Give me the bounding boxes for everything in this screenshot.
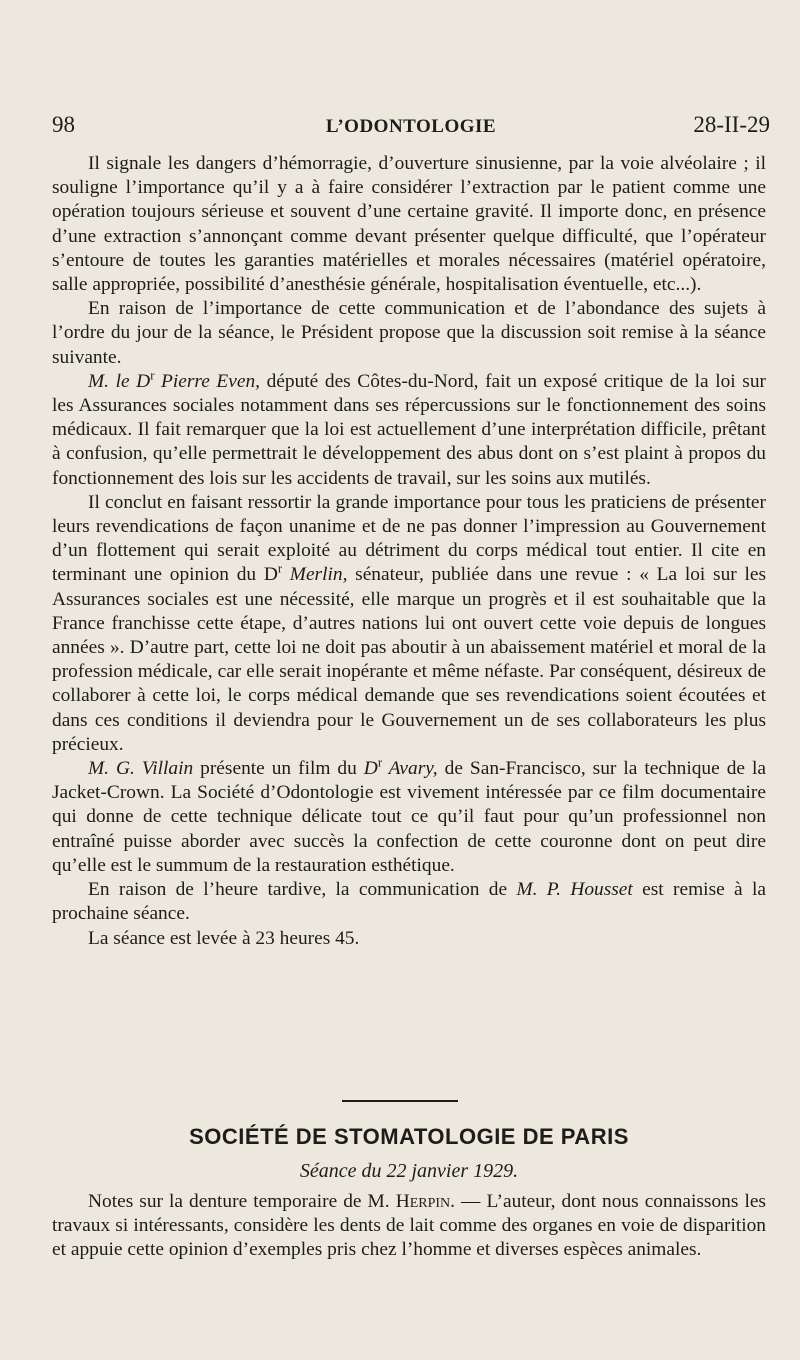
issue-date: 28-II-29 xyxy=(693,112,770,137)
section-title: SOCIÉTÉ DE STOMATOLOGIE DE PARIS xyxy=(189,1124,629,1149)
doctor-abbrev-sup: r xyxy=(377,755,383,770)
doctor-abbrev: D xyxy=(363,758,378,780)
paragraph-5 xyxy=(52,757,766,878)
paragraph-6-text-b: est remise à la prochaine séance. xyxy=(52,879,766,925)
paragraph-5-text-b: de San-Francisco, sur la technique de la Jacket-Crown. La Société d’Odontologie est vivement intéressée par ce film documentaire qui donne de cette technique délicate tout ce qu’il faut pour qu’un professionnel non entraîné puisse aborder avec succès la confection de cette couronne dont on peut dire qu’elle est le summum de la restauration esthétique. xyxy=(52,758,766,876)
page-number: 98 xyxy=(52,112,75,137)
paragraph-1: Il signale les dangers d’hémorragie, d’ouverture sinusienne, par la voie alvéolaire ; il souligne l’importance qu’il y a à faire considérer l’extraction par le patient comme une opération toujours sérieuse et souvent d’une certaine gravité. Il importe donc, en présence d’une extraction s’annonçant comme devant présenter quelque difficulté, que l’opérateur s’entoure de toutes les garanties matérielles et morales nécessaires (matériel opératoire, salle appropriée, possibilité d’anesthésie générale, hospitalisation éventuelle, etc...). xyxy=(52,153,766,296)
session-date: Séance du 22 janvier 1929. xyxy=(299,1160,519,1182)
cited-name: Avary, xyxy=(382,758,438,780)
section-paragraph-text-a: Notes sur la denture temporaire de M. xyxy=(88,1191,396,1212)
section-paragraph-text-b: . — L’auteur, dont nous connaissons les travaux si intéressants, considère les dents de lait comme des organes en voie de disparition et appuie cette opinion d’exemples pris chez l’homme et diverses espèces animales. xyxy=(52,1191,766,1261)
paragraph-7: La séance est levée à 23 heures 45. xyxy=(88,927,360,949)
paragraph-6-text-a: En raison de l’heure tardive, la communication de xyxy=(88,879,517,901)
doctor-abbrev-sup: r xyxy=(150,368,155,383)
paragraph-5-text-a: présente un film du xyxy=(193,758,364,780)
section-body xyxy=(52,1190,766,1263)
section-divider xyxy=(342,1100,458,1102)
paragraph-3-text: député des Côtes-du-Nord, fait un exposé critique de la loi sur les Assurances sociales notamment dans ses répercussions sur le fonctionnement des soins médicaux. Il fait remarquer que la loi est actuellement d’une interprétation difficile, prêtant à confusion, qu’elle permettrait le développement des abus dont on s’est plaint à propos du fonctionnement des lois sur les accidents de travail, sur les soins aux mutilés. xyxy=(52,370,766,489)
paragraph-2: En raison de l’importance de cette communication et de l’abondance des sujets à l’ordre du jour de la séance, le Président propose que la discussion soit remise à la séance suivante. xyxy=(52,298,766,368)
paragraph-3 xyxy=(52,370,766,491)
doctor-abbrev-sup: r xyxy=(277,561,283,576)
cited-name: Merlin, xyxy=(282,564,348,586)
paragraph-4-text-a: Il conclut en faisant ressortir la grande importance pour tous les praticiens de présenter leurs revendications de façon unanime et de ne pas donner l’impression au Gouvernement d’un flottement qui serait exploité au détriment du corps médical tout entier. Il cite en terminant une opinion du D xyxy=(52,491,766,586)
paragraph-6 xyxy=(52,878,766,926)
section-paragraph xyxy=(52,1190,766,1263)
cited-name: M. P. Housset xyxy=(516,879,633,901)
paragraph-4 xyxy=(52,491,766,757)
journal-title: L’ODONTOLOGIE xyxy=(325,116,497,137)
article-body xyxy=(52,152,766,951)
page-header xyxy=(52,112,770,142)
speaker-lead: M. le D xyxy=(88,370,151,392)
speaker-name: Pierre Even, xyxy=(154,370,260,392)
speaker-lead: M. G. Villain xyxy=(88,758,194,780)
paragraph-4-text-b: sénateur, publiée dans une revue : « La loi sur les Assurances sociales est une nécessité, elle marque un progrès et il est souhaitable que la France franchisse cette étape, d’autres nations lui ont ouvert cette voie depuis de longues années ». D’autre part, cette loi ne doit pas aboutir à un abaissement matériel et moral de la profession médicale, car elle serait inopérante et même néfaste. Par conséquent, désireux de collaborer à cette loi, le corps médical demande que ses revendications soient écoutées et dans ces conditions il deviendra pour le Gouvernement un de ses collaborateurs les plus précieux. xyxy=(52,564,766,755)
author-name: Herpin xyxy=(395,1191,451,1212)
